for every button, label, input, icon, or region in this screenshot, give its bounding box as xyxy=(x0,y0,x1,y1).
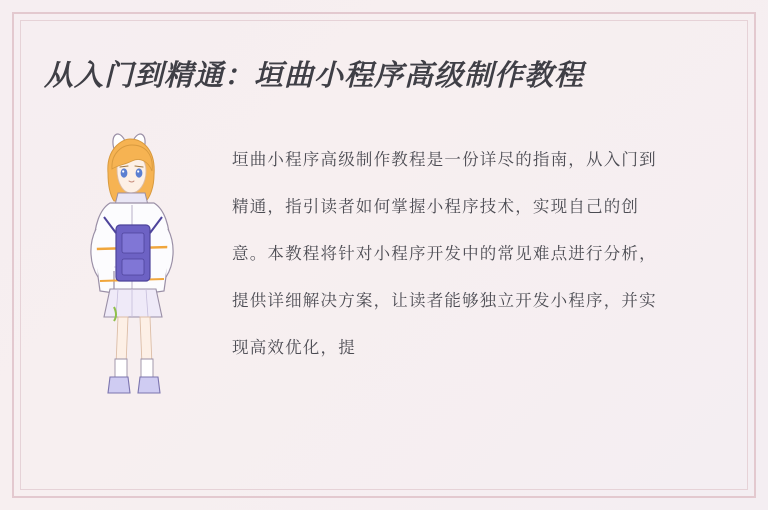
content-area xyxy=(44,44,742,484)
anime-girl-illustration xyxy=(70,121,210,421)
page-title: 从入门到精通：垣曲小程序高级制作教程 xyxy=(44,58,585,92)
body-paragraph: 垣曲小程序高级制作教程是一份详尽的指南，从入门到精通，指引读者如何掌握小程序技术，实现自己的创意。本教程将针对小程序开发中的常见难点进行分析，提供详细解决方案，让读者能够独立开发小程序，并实现高效优化，提 xyxy=(232,149,657,357)
body-row xyxy=(44,119,742,421)
